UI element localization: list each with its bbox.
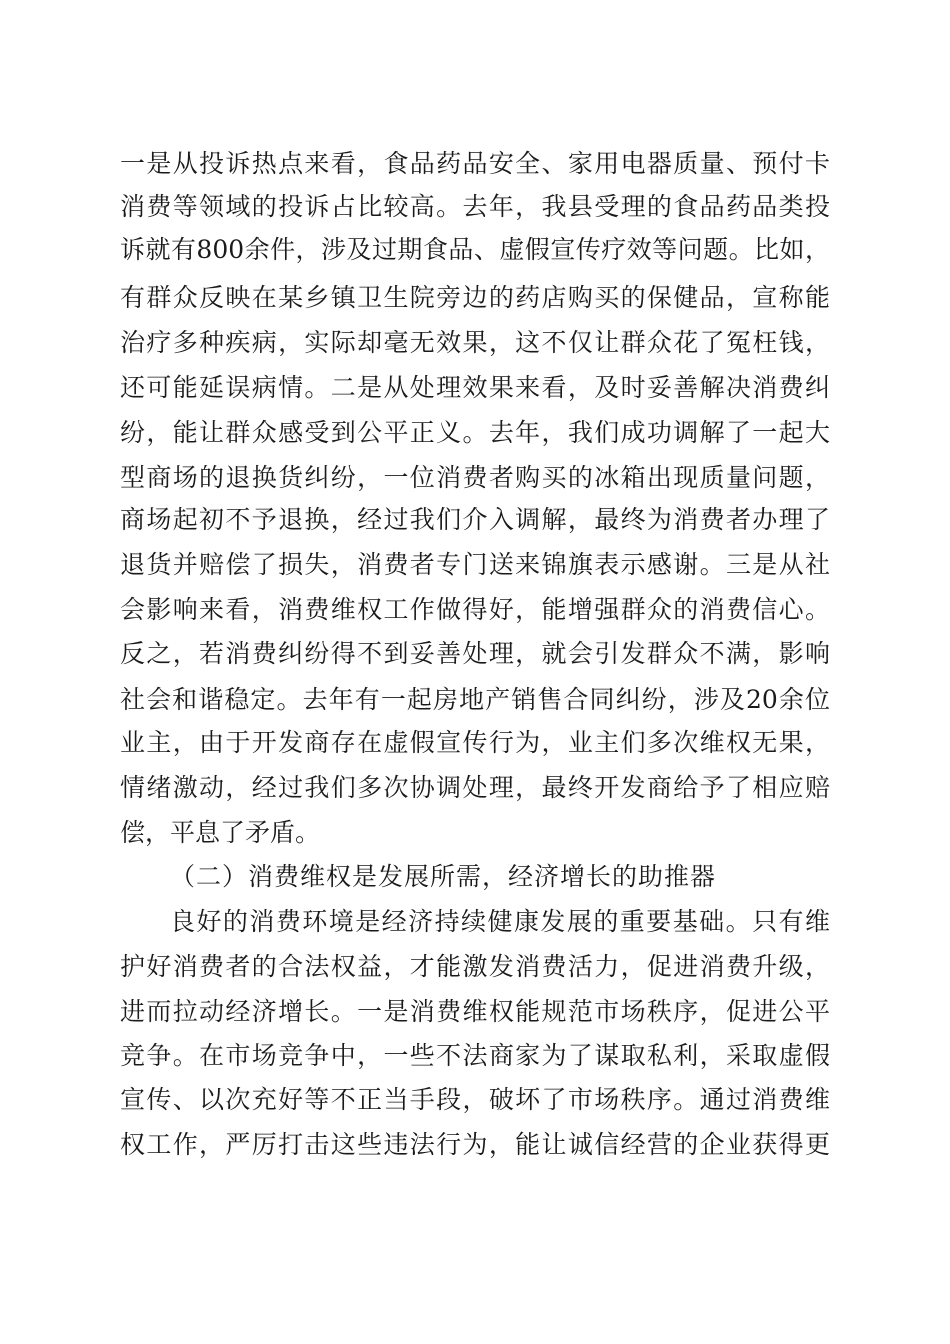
text-line: 商场起初不予退换，经过我们介入调解，最终为消费者办理了 — [120, 505, 830, 534]
text-line: 治疗多种疾病，实际却毫无效果，这不仅让群众花了冤枉钱， — [120, 328, 830, 357]
text-line: 型商场的退换货纠纷，一位消费者购买的冰箱出现质量问题， — [120, 463, 830, 492]
text-line: 消费等领域的投诉占比较高。去年，我县受理的食品药品类投 — [120, 192, 830, 221]
text-line: 诉就有800余件，涉及过期食品、虚假宣传疗效等问题。比如， — [120, 235, 830, 264]
text-line: 进而拉动经济增长。一是消费维权能规范市场秩序，促进公平 — [120, 997, 830, 1026]
text-line: 社会和谐稳定。去年有一起房地产销售合同纠纷，涉及20余位 — [120, 685, 830, 714]
text-line: 业主，由于开发商存在虚假宣传行为，业主们多次维权无果， — [120, 728, 830, 757]
text-line: 纷，能让群众感受到公平正义。去年，我们成功调解了一起大 — [120, 418, 830, 447]
text-line: 一是从投诉热点来看，食品药品安全、家用电器质量、预付卡 — [120, 149, 830, 178]
text-line: 退货并赔偿了损失，消费者专门送来锦旗表示感谢。三是从社 — [120, 550, 830, 579]
text-line: 宣传、以次充好等不正当手段，破坏了市场秩序。通过消费维 — [120, 1085, 830, 1114]
section-heading: （二）消费维权是发展所需，经济增长的助推器 — [170, 862, 717, 891]
text-line: 情绪激动，经过我们多次协调处理，最终开发商给予了相应赔 — [120, 773, 830, 802]
text-line: 会影响来看，消费维权工作做得好，能增强群众的消费信心。 — [120, 595, 830, 624]
text-line: 偿，平息了矛盾。 — [120, 818, 321, 847]
text-line: 有群众反映在某乡镇卫生院旁边的药店购买的保健品，宣称能 — [120, 283, 830, 312]
text-line: 还可能延误病情。二是从处理效果来看，及时妥善解决消费纠 — [120, 373, 830, 402]
text-line: 护好消费者的合法权益，才能激发消费活力，促进消费升级， — [120, 952, 830, 981]
text-line: 反之，若消费纠纷得不到妥善处理，就会引发群众不满，影响 — [120, 639, 830, 668]
text-line: 竞争。在市场竞争中，一些不法商家为了谋取私利，采取虚假 — [120, 1041, 830, 1070]
text-line: 良好的消费环境是经济持续健康发展的重要基础。只有维 — [170, 907, 830, 936]
text-line: 权工作，严厉打击这些违法行为，能让诚信经营的企业获得更 — [120, 1130, 830, 1159]
